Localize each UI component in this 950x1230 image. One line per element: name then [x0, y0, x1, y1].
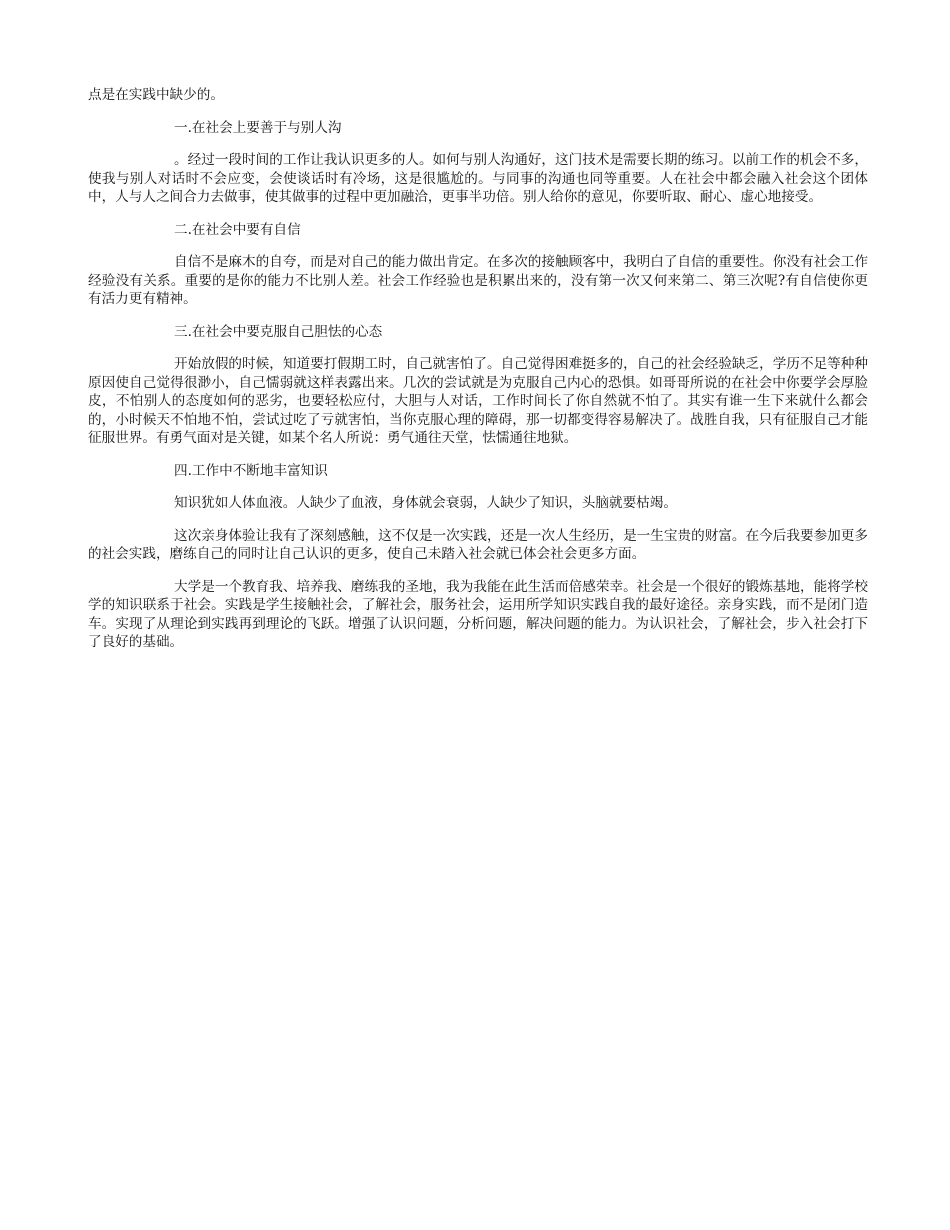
section-heading-3: 三.在社会中要克服自己胆怯的心态 — [174, 323, 383, 340]
document-page — [88, 86, 868, 666]
section-heading-1: 一.在社会上要善于与别人沟 — [174, 119, 342, 136]
paragraph-knowledge: 知识犹如人体血液。人缺少了血液，身体就会衰弱，人缺少了知识，头脑就要枯竭。 — [174, 495, 677, 511]
paragraph-courage: 开始放假的时候，知道要打假期工时，自己就害怕了。自己觉得困难挺多的，自己的社会经验缺乏，学历不足等种种原因使自己觉得很渺小，自己懦弱就这样表露出来。几次的尝试就是为克服自己内心的恐惧。如哥哥所说的在社会中你要学会厚脸皮，不怕别人的态度如何的恶劣，也要轻松应付，大胆与人对话，工作时间长了你自然就不怕了。其实有谁一生下来就什么都会的，小时候天不怕地不怕，尝试过吃了亏就害怕，当你克服心理的障碍，那一切都变得容易解决了。战胜自我，只有征服自己才能征服世界。有勇气面对是关键，如某个名人所说：勇气通往天堂，怯懦通往地狱。 — [88, 356, 868, 446]
section-heading-2: 二.在社会中要有自信 — [174, 221, 301, 238]
paragraph-confidence: 自信不是麻木的自夸，而是对自己的能力做出肯定。在多次的接触顾客中，我明白了自信的重要性。你没有社会工作经验没有关系。重要的是你的能力不比别人差。社会工作经验也是积累出来的，没有第一次又何来第二、第三次呢?有自信使你更有活力更有精神。 — [88, 254, 868, 307]
paragraph-communication: 。经过一段时间的工作让我认识更多的人。如何与别人沟通好，这门技术是需要长期的练习。以前工作的机会不多，使我与别人对话时不会应变，会使谈话时有冷场，这是很尴尬的。与同事的沟通也同等重要。人在社会中都会融入社会这个团体中，人与人之间合力去做事，使其做事的过程中更加融洽，更事半功倍。别人给你的意见，你要听取、耐心、虚心地接受。 — [88, 152, 868, 205]
paragraph-intro: 点是在实践中缺少的。 — [88, 87, 224, 103]
section-heading-4: 四.工作中不断地丰富知识 — [174, 462, 328, 479]
paragraph-experience: 这次亲身体验让我有了深刻感触，这不仅是一次实践，还是一次人生经历，是一生宝贵的财富。在今后我要参加更多的社会实践，磨练自己的同时让自己认识的更多，使自己未踏入社会就已体会社会更多方面。 — [88, 527, 868, 562]
paragraph-university: 大学是一个教育我、培养我、磨练我的圣地，我为我能在此生活而倍感荣幸。社会是一个很好的锻炼基地，能将学校学的知识联系于社会。实践是学生接触社会，了解社会，服务社会，运用所学知识实践自我的最好途径。亲身实践，而不是闭门造车。实现了从理论到实践再到理论的飞跃。增强了认识问题，分析问题，解决问题的能力。为认识社会，了解社会，步入社会打下了良好的基础。 — [88, 578, 868, 650]
